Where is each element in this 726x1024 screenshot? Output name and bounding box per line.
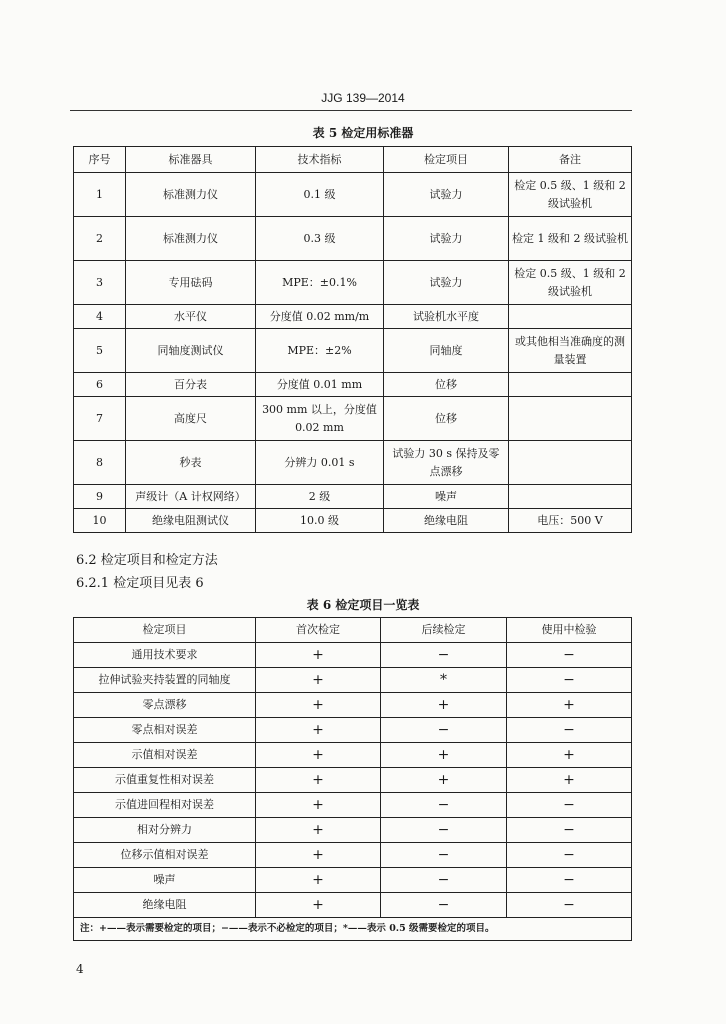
- table-cell: −: [381, 718, 507, 743]
- table-cell: 300 mm 以上，分度值 0.02 mm: [256, 397, 384, 441]
- table-cell: −: [381, 643, 507, 668]
- table-cell: [509, 485, 632, 509]
- table-row: [74, 868, 632, 893]
- page-number: 4: [76, 962, 84, 976]
- table-cell: +: [256, 818, 381, 843]
- table-cell: 试验力 30 s 保持及零点漂移: [384, 441, 509, 485]
- table-cell: 检定 1 级和 2 级试验机: [509, 217, 632, 261]
- table-cell: 2 级: [256, 485, 384, 509]
- table-cell: 10.0 级: [256, 509, 384, 533]
- table-cell: 9: [74, 485, 126, 509]
- table-cell: 分度值 0.01 mm: [256, 373, 384, 397]
- table-cell: 零点漂移: [74, 693, 256, 718]
- table-cell: +: [256, 868, 381, 893]
- table-cell: 示值相对误差: [74, 743, 256, 768]
- table-cell: 位移: [384, 397, 509, 441]
- table-cell: 2: [74, 217, 126, 261]
- table-row: [74, 793, 632, 818]
- table-cell: −: [381, 868, 507, 893]
- table-row: [74, 441, 632, 485]
- table-cell: −: [381, 818, 507, 843]
- table-cell: 10: [74, 509, 126, 533]
- table-cell: +: [256, 718, 381, 743]
- table-cell: 水平仪: [126, 305, 256, 329]
- table-cell: +: [256, 893, 381, 918]
- table-cell: 位移示值相对误差: [74, 843, 256, 868]
- table-cell: 5: [74, 329, 126, 373]
- table-cell: 通用技术要求: [74, 643, 256, 668]
- table-cell: +: [381, 743, 507, 768]
- table-cell: 分度值 0.02 mm/m: [256, 305, 384, 329]
- table-cell: 0.1 级: [256, 173, 384, 217]
- table-cell: 示值进回程相对误差: [74, 793, 256, 818]
- table6-note: 注：+——表示需要检定的项目；−——表示不必检定的项目；*——表示 0.5 级需要检定的项目。: [74, 918, 632, 941]
- table-cell: MPE：±0.1%: [256, 261, 384, 305]
- table-cell: 拉伸试验夹持装置的同轴度: [74, 668, 256, 693]
- table-cell: 标准测力仪: [126, 217, 256, 261]
- table5-header-cell: 标准器具: [126, 147, 256, 173]
- table-row: [74, 329, 632, 373]
- table-cell: 标准测力仪: [126, 173, 256, 217]
- table6-header-cell: 首次检定: [256, 618, 381, 643]
- table-cell: 电压：500 V: [509, 509, 632, 533]
- table-row: [74, 668, 632, 693]
- table-cell: 噪声: [384, 485, 509, 509]
- table-cell: [509, 397, 632, 441]
- table-row: [74, 261, 632, 305]
- table-cell: 试验力: [384, 217, 509, 261]
- table-cell: 同轴度测试仪: [126, 329, 256, 373]
- table-cell: 1: [74, 173, 126, 217]
- table-row: [74, 643, 632, 668]
- table-cell: −: [507, 793, 632, 818]
- table-cell: 试验力: [384, 261, 509, 305]
- table-cell: −: [381, 793, 507, 818]
- table-cell: −: [507, 668, 632, 693]
- table-cell: 绝缘电阻: [384, 509, 509, 533]
- table-cell: +: [256, 643, 381, 668]
- table5-header-cell: 序号: [74, 147, 126, 173]
- table-cell: +: [381, 693, 507, 718]
- section-heading-6-2: 6.2 检定项目和检定方法: [76, 553, 218, 568]
- table-row: [74, 718, 632, 743]
- table-cell: −: [507, 893, 632, 918]
- table5: [73, 146, 632, 533]
- table-cell: 零点相对误差: [74, 718, 256, 743]
- table-cell: 相对分辨力: [74, 818, 256, 843]
- table-cell: [509, 305, 632, 329]
- table-row: [74, 305, 632, 329]
- table-row: [74, 509, 632, 533]
- table-cell: [509, 373, 632, 397]
- table-cell: 8: [74, 441, 126, 485]
- header-rule: [70, 110, 632, 111]
- table-cell: 检定 0.5 级、1 级和 2 级试验机: [509, 173, 632, 217]
- table-row: [74, 768, 632, 793]
- table5-header-row: [74, 147, 632, 173]
- table-cell: 分辨力 0.01 s: [256, 441, 384, 485]
- table-cell: +: [256, 768, 381, 793]
- table5-header-cell: 技术指标: [256, 147, 384, 173]
- table-cell: 示值重复性相对误差: [74, 768, 256, 793]
- table-cell: 试验机水平度: [384, 305, 509, 329]
- table-cell: 4: [74, 305, 126, 329]
- table-cell: [509, 441, 632, 485]
- table-cell: −: [381, 843, 507, 868]
- table-cell: 3: [74, 261, 126, 305]
- table-cell: +: [256, 693, 381, 718]
- table-cell: +: [507, 693, 632, 718]
- table-row: [74, 397, 632, 441]
- table-cell: 检定 0.5 级、1 级和 2 级试验机: [509, 261, 632, 305]
- table-cell: 声级计（A 计权网络）: [126, 485, 256, 509]
- table-cell: +: [381, 768, 507, 793]
- table-cell: 绝缘电阻测试仪: [126, 509, 256, 533]
- table-cell: *: [381, 668, 507, 693]
- table-cell: 同轴度: [384, 329, 509, 373]
- table-cell: 绝缘电阻: [74, 893, 256, 918]
- table-cell: −: [507, 868, 632, 893]
- table-cell: 试验力: [384, 173, 509, 217]
- table-cell: −: [381, 893, 507, 918]
- table-cell: −: [507, 843, 632, 868]
- table6-note-row: [74, 918, 632, 941]
- table6: [73, 617, 632, 941]
- table-cell: +: [256, 843, 381, 868]
- table-row: [74, 485, 632, 509]
- table-cell: MPE：±2%: [256, 329, 384, 373]
- table-cell: 或其他相当准确度的测量装置: [509, 329, 632, 373]
- table-cell: 百分表: [126, 373, 256, 397]
- table-cell: 7: [74, 397, 126, 441]
- table-cell: +: [507, 743, 632, 768]
- table5-header-cell: 检定项目: [384, 147, 509, 173]
- section-heading-6-2-1: 6.2.1 检定项目见表 6: [76, 576, 204, 591]
- table-row: [74, 693, 632, 718]
- table-row: [74, 373, 632, 397]
- table-cell: −: [507, 643, 632, 668]
- table6-caption: 表 6 检定项目一览表: [306, 598, 420, 612]
- table-row: [74, 818, 632, 843]
- table-cell: +: [507, 768, 632, 793]
- table-row: [74, 173, 632, 217]
- table-cell: +: [256, 743, 381, 768]
- table6-header-cell: 后续检定: [381, 618, 507, 643]
- table5-caption: 表 5 检定用标准器: [312, 126, 414, 140]
- table-cell: 位移: [384, 373, 509, 397]
- table5-header-cell: 备注: [509, 147, 632, 173]
- table-row: [74, 843, 632, 868]
- table-cell: +: [256, 793, 381, 818]
- table-row: [74, 217, 632, 261]
- table-row: [74, 743, 632, 768]
- standard-code-header: JJG 139—2014: [321, 91, 405, 105]
- table-cell: +: [256, 668, 381, 693]
- table-cell: −: [507, 818, 632, 843]
- table6-header-cell: 使用中检验: [507, 618, 632, 643]
- table6-header-row: [74, 618, 632, 643]
- table-row: [74, 893, 632, 918]
- table-cell: 6: [74, 373, 126, 397]
- table-cell: 高度尺: [126, 397, 256, 441]
- table-cell: 噪声: [74, 868, 256, 893]
- table-cell: 0.3 级: [256, 217, 384, 261]
- table-cell: 秒表: [126, 441, 256, 485]
- table6-header-cell: 检定项目: [74, 618, 256, 643]
- table-cell: 专用砝码: [126, 261, 256, 305]
- table-cell: −: [507, 718, 632, 743]
